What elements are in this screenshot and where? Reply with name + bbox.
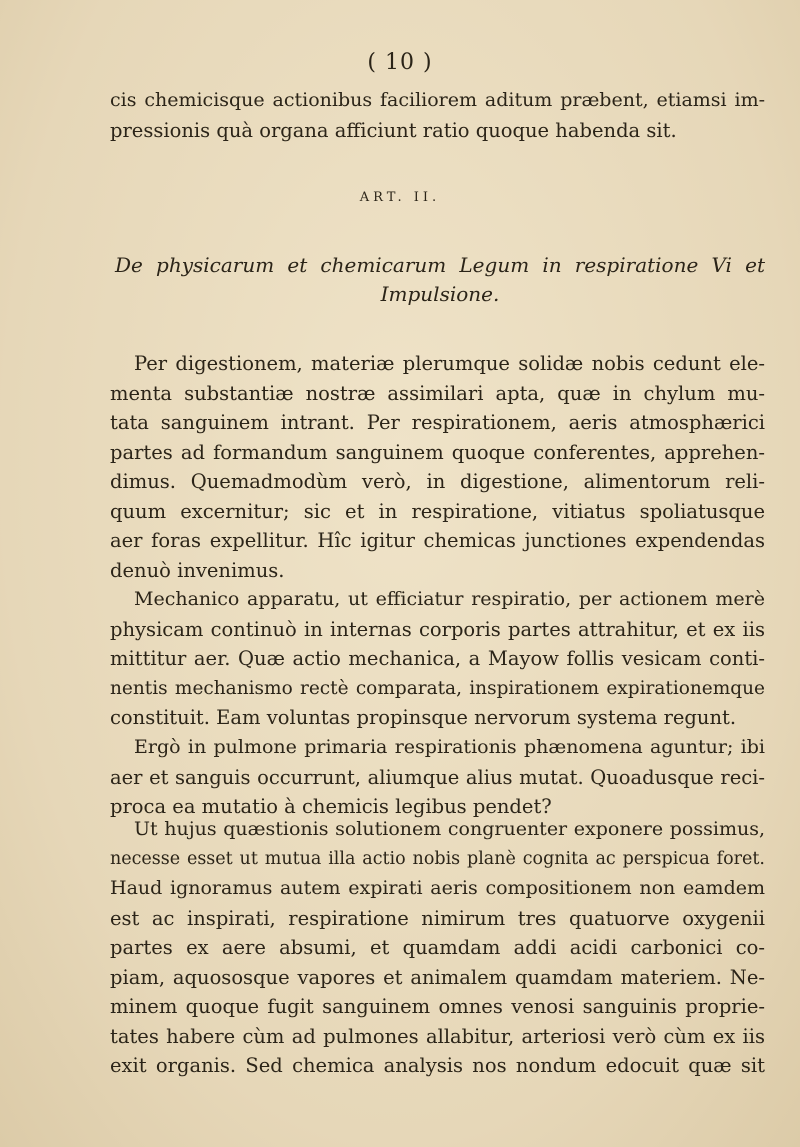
article-heading: ART. II. <box>359 190 441 205</box>
article-title <box>115 251 765 309</box>
text-line: minem quoque fugit sanguinem omnes venosi sanguinis proprie- <box>110 995 765 1018</box>
text-line: quum excernitur; sic et in respiratione, vitiatus spoliatusque <box>110 499 765 523</box>
text-line: physicam continuò in internas corporis partes attrahitur, et ex iis <box>110 617 765 641</box>
text-line: proca ea mutatio à chemicis legibus pendet? <box>110 795 552 818</box>
text-line: exit organis. Sed chemica analysis nos nondum edocuit quæ sit <box>110 1054 765 1077</box>
intro-paragraph <box>110 86 765 145</box>
text-line: Ergò in pulmone primaria respirationis phænomena aguntur; ibi <box>134 736 765 758</box>
text-line: Mechanico apparatu, ut efficiatur respiratio, per actionem merè <box>134 588 765 610</box>
paragraph-3 <box>110 733 765 822</box>
text-line: partes ad formandum sanguinem quoque conferentes, apprehen- <box>110 440 765 464</box>
title-line: De physicarum et chemicarum Legum in respiratione Vi et <box>115 253 765 277</box>
text-line: aer foras expellitur. Hîc igitur chemicas junctiones expendendas <box>110 529 765 552</box>
text-line: nentis mechanismo rectè comparata, inspirationem expirationemque <box>110 677 765 699</box>
text-line: Per digestionem, materiæ plerumque solidæ nobis cedunt ele- <box>134 352 765 375</box>
text-line: constituit. Eam voluntas propinsque nervorum systema regunt. <box>110 706 737 729</box>
text-line: cis chemicisque actionibus faciliorem aditum præbent, etiamsi im- <box>110 89 765 111</box>
text-line: dimus. Quemadmodùm verò, in digestione, alimentorum reli- <box>110 470 765 493</box>
text-line: mittitur aer. Quæ actio mechanica, a Mayow follis vesicam conti- <box>110 647 765 670</box>
title-line: Impulsione. <box>380 282 500 306</box>
text-line: necesse esset ut mutua illa actio nobis planè cognita ac perspicua foret. <box>110 848 765 869</box>
text-line: partes ex aere absumi, et quamdam addi acidi carbonici co- <box>110 936 765 959</box>
text-line: denuò invenimus. <box>110 558 285 582</box>
paragraph-4 <box>110 815 765 1081</box>
text-line: Haud ignoramus autem expirati aeris compositionem non eamdem <box>110 877 765 899</box>
text-line: tates habere cùm ad pulmones allabitur, arteriosi verò cùm ex iis <box>110 1024 765 1048</box>
paragraph-2 <box>110 585 765 733</box>
page-number: ( 10 ) <box>367 50 433 75</box>
text-line: piam, aquososque vapores et animalem quamdam materiem. Ne- <box>110 965 765 989</box>
text-line: est ac inspirati, respiratione nimirum tres quatuorve oxygenii <box>110 906 765 930</box>
text-line: pressionis quà organa afficiunt ratio quoque habenda sit. <box>110 118 677 142</box>
paragraph-1 <box>110 349 765 585</box>
text-line: aer et sanguis occurrunt, aliumque alius mutat. Quoadusque reci- <box>110 765 765 789</box>
text-line: menta substantiæ nostræ assimilari apta, quæ in chylum mu- <box>110 381 765 405</box>
text-line: Ut hujus quæstionis solutionem congruenter exponere possimus, <box>134 818 765 840</box>
text-line: tata sanguinem intrant. Per respirationem, aeris atmosphærici <box>110 411 765 434</box>
